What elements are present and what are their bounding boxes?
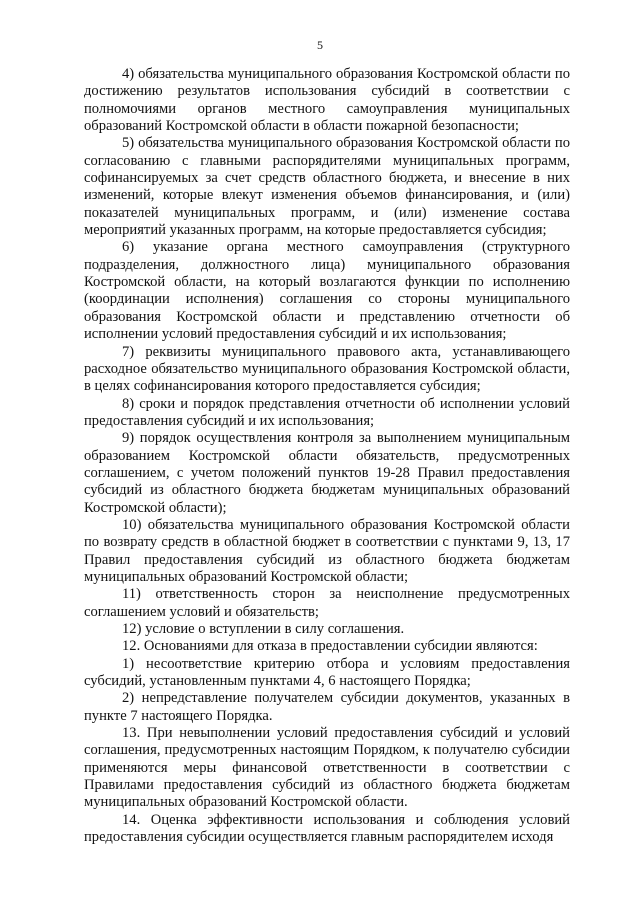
paragraph-item-6: 6) указание органа местного самоуправления (структурного подразделения, должностного лица) муниципального образования Костромской области, на который возлагаются функции по исполнению (координации исполнения) соглашения со стороны муниципального образования Костромской области и представлению отчетности об исполнении условий предоставления субсидий и их использования; [84,239,570,343]
paragraph-item-9: 9) порядок осуществления контроля за выполнением муниципальным образованием Костромской области обязательств, предусмотренных соглашением, с учетом положений пунктов 19-28 Правил предоставления субсидий из областного бюджета бюджетам муниципальных образований Костромской области); [84,430,570,516]
paragraph-item-7: 7) реквизиты муниципального правового акта, устанавливающего расходное обязательство муниципального образования Костромской области, в целях софинансирования которого предоставляется субсидия; [84,343,570,395]
document-body [84,66,570,846]
paragraph-item-8: 8) сроки и порядок представления отчетности об исполнении условий предоставления субсидий и их использования; [84,395,570,429]
paragraph-item-12: 12) условие о вступлении в силу соглашения. [122,621,405,637]
paragraph-section-13: 13. При невыполнении условий предоставления субсидий и условий соглашения, предусмотренных настоящим Порядком, к получателю субсидии применяются меры финансовой ответственности в соответствии с Правилами предоставления субсидий из областного бюджета бюджетам муниципальных образований Костромской области. [84,725,570,811]
paragraph-section-12: 12. Основаниями для отказа в предоставлении субсидии являются: [122,638,538,655]
paragraph-item-10: 10) обязательства муниципального образования Костромской области по возврату средств в областной бюджет в соответствии с пунктами 9, 13, 17 Правил предоставления субсидий из областного бюджета бюджетам муниципальных образований Костромской области; [84,516,570,585]
paragraph-refusal-2: 2) непредставление получателем субсидии документов, указанных в пункте 7 настоящего Порядка. [84,690,570,724]
paragraph-item-5: 5) обязательства муниципального образования Костромской области по согласованию с главными распорядителями муниципальных программ, софинансируемых за счет средств областного бюджета, и внесение в них изменений, которые влекут изменения объемов финансирования, и (или) показателей муниципальных программ, и (или) изменение состава мероприятий указанных программ, на которые предоставляется субсидия; [84,135,570,239]
paragraph-item-11: 11) ответственность сторон за неисполнение предусмотренных соглашением условий и обязательств; [84,586,570,620]
paragraph-item-4: 4) обязательства муниципального образования Костромской области по достижению результатов использования субсидий в соответствии с полномочиями органов местного самоуправления муниципальных образований Костромской области в области пожарной безопасности; [84,66,570,135]
paragraph-section-14: 14. Оценка эффективности использования и соблюдения условий предоставления субсидии осуществляется главным распорядителем исходя [84,811,570,846]
paragraph-refusal-1: 1) несоответствие критерию отбора и условиям предоставления субсидий, установленным пунктами 4, 6 настоящего Порядка; [84,655,570,690]
page-number: 5 [317,38,323,52]
